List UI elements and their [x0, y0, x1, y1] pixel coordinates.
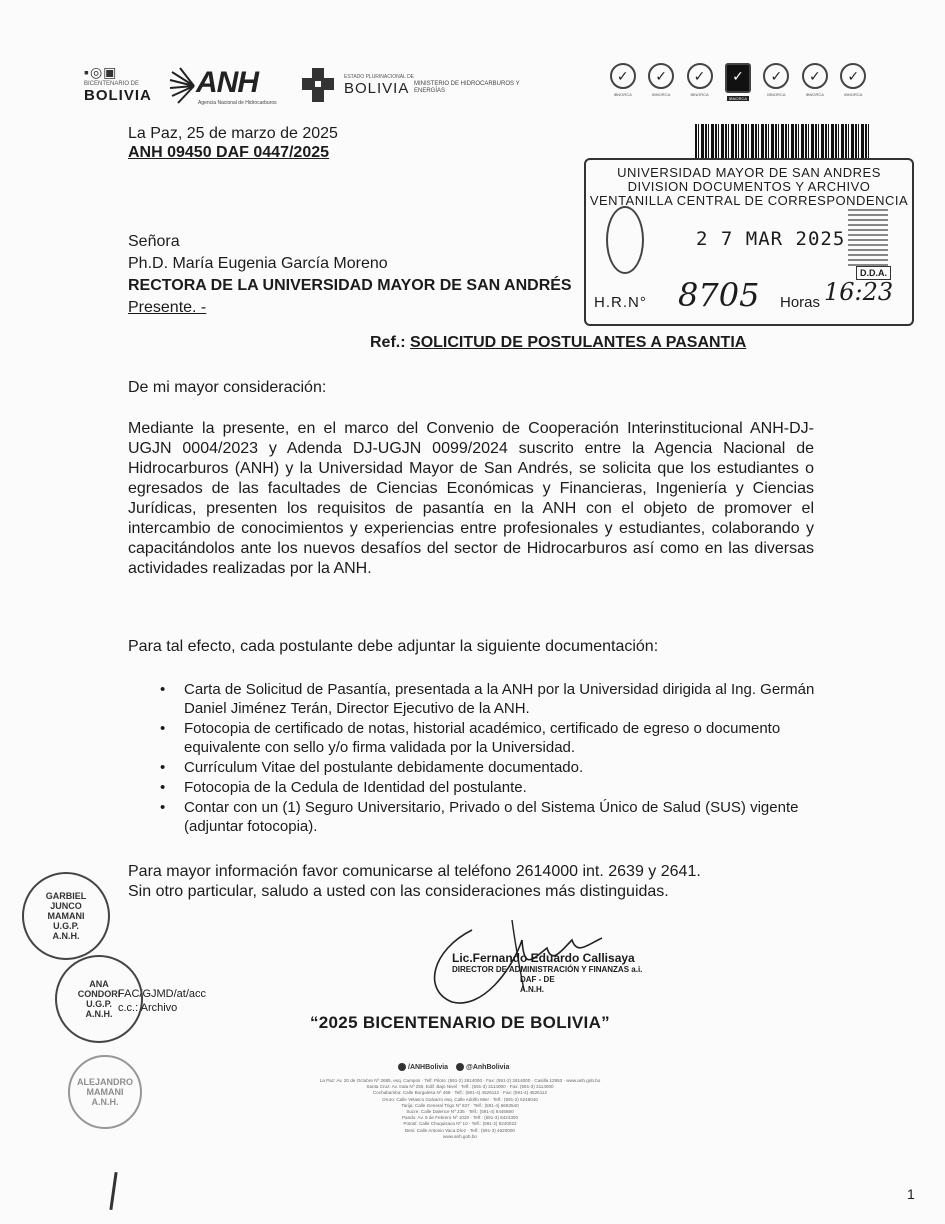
- footer-address-line: La Paz: Av. 20 de Octubre Nº 2685, esq. Campos · Telf. Piloto: (591-2) 2614000 · Fax: (591-2) 2614000 · Casilla 12953 · www.anh.gob.bo: [319, 1078, 601, 1083]
- closing-regards: Sin otro particular, saludo a usted con las consideraciones más distinguidas.: [128, 883, 669, 900]
- round-stamp-line: A.N.H.: [91, 1097, 119, 1107]
- ministry-logo: [298, 66, 528, 106]
- round-stamp-line: MAMANI: [47, 911, 85, 921]
- facebook-link[interactable]: [398, 1063, 448, 1071]
- social-links: [398, 1063, 515, 1071]
- initials: FAC/GJMD/at/acc: [118, 988, 207, 1000]
- page-number: 1: [907, 1186, 915, 1202]
- facebook-icon: [398, 1063, 406, 1071]
- round-stamp-line: A.N.H.: [52, 931, 80, 941]
- certification-label: IBNORCA: [844, 92, 863, 97]
- addressee-position: RECTORA DE LA UNIVERSIDAD MAYOR DE SAN ANDRÉS: [128, 277, 572, 294]
- twitter-icon: [456, 1063, 464, 1071]
- round-stamp: [55, 955, 143, 1043]
- closing-block: [128, 862, 701, 902]
- round-stamp-line: JUNCO: [50, 901, 82, 911]
- bicentenario-logo: [84, 64, 159, 114]
- footer-address-line: www.anh.gob.bo: [443, 1133, 477, 1139]
- round-stamp-line: GARBIEL: [45, 891, 87, 901]
- twitter-link[interactable]: [456, 1063, 509, 1071]
- certification-label: IBNORCA: [613, 92, 632, 97]
- copy-note: c.c.: Archivo: [118, 1002, 178, 1014]
- footer-address-line: Potosí: Calle Chuquisaca Nº 10 · Telf.: (591-2) 6240022: [403, 1121, 517, 1127]
- signer-name: Lic.Fernando Eduardo Callisaya: [452, 951, 635, 965]
- footer-address-line: Pando: Av. 9 de Febrero Nº 1020 · Telf.: (591-3) 8424300: [401, 1115, 519, 1121]
- reference-label: Ref.:: [370, 334, 406, 351]
- signature-block: [452, 952, 672, 995]
- certification-label: IBNORCA: [652, 92, 671, 97]
- certification-label: IBNORCA: [728, 96, 748, 101]
- list-item: • Contar con un (1) Seguro Universitario, Privado o del Sistema Único de Salud (SUS) vigente (adjuntar fotocopia).: [160, 798, 820, 836]
- paragraph-2: Para tal efecto, cada postulante debe adjuntar la siguiente documentación:: [128, 638, 659, 655]
- bicentenario-emblem-icon: ▪◎▣: [84, 64, 118, 80]
- certification-badge: [762, 63, 791, 108]
- round-stamp-line: U.G.P.: [86, 999, 112, 1009]
- twitter-handle: @AnhBolivia: [466, 1063, 510, 1071]
- anh-logo: [168, 64, 280, 112]
- stamp-line-2: DIVISION DOCUMENTOS Y ARCHIVO: [627, 179, 871, 194]
- certification-badges: [608, 63, 868, 108]
- reference-line: [370, 333, 746, 353]
- check-icon: ✓: [648, 63, 674, 89]
- barcode: [695, 124, 871, 160]
- certification-badge: [608, 63, 637, 108]
- stamp-hours-label: Horas: [780, 294, 821, 311]
- round-stamp: [22, 872, 110, 960]
- list-item: • Fotocopia de certificado de notas, historial académico, certificado de egreso o documento equivalente con sello y/o firma validada por la Universidad.: [160, 719, 820, 757]
- check-icon: ✓: [763, 63, 789, 89]
- check-icon: ✓: [840, 63, 866, 89]
- list-item: • Currículum Vitae del postulante debidamente documentado.: [160, 758, 820, 777]
- certification-label: IBNORCA: [767, 92, 786, 97]
- chakana-icon: [298, 66, 338, 106]
- reference-value: SOLICITUD DE POSTULANTES A PASANTIA: [410, 334, 747, 351]
- addressee-block: [128, 231, 668, 319]
- bicentenario-label: BICENTENARIO DE: [84, 81, 140, 87]
- ministry-bolivia-word: BOLIVIA: [344, 80, 410, 97]
- anh-logo-word: ANH: [196, 66, 258, 99]
- stamp-dda: D.D.A.: [856, 266, 891, 280]
- footer-address-line: Sucre: Calle Dalence Nº 235 · Telf.: (591-4) 6446660: [406, 1109, 514, 1115]
- certification-badge: [646, 63, 675, 108]
- certification-label: IBNORCA: [805, 92, 824, 97]
- signer-title: DIRECTOR DE ADMINISTRACIÓN Y FINANZAS a.i.: [452, 965, 643, 974]
- ministry-state-label: ESTADO PLURINACIONAL DE: [344, 74, 415, 80]
- building-icon: [848, 208, 888, 266]
- check-icon: ✓: [802, 63, 828, 89]
- stamp-date: 2 7 MAR 2025: [696, 228, 846, 250]
- round-stamp-line: ALEJANDRO: [76, 1077, 133, 1087]
- requirements-list: [160, 680, 820, 837]
- check-icon: ✓: [687, 63, 713, 89]
- bicentenary-motto: “2025 BICENTENARIO DE BOLIVIA”: [310, 1013, 610, 1032]
- list-item: • Fotocopia de la Cedula de Identidad del postulante.: [160, 778, 820, 797]
- anh-sunburst-icon: [168, 66, 198, 106]
- round-stamp: [68, 1055, 142, 1129]
- signer-org: A.N.H.: [520, 985, 544, 994]
- footer-address-line: Santa Cruz: Av. Irala Nº 250, Edif. Bajo Nivel · Telf.: (591-3) 3114000 · Fax: (591-3) 3114000: [366, 1084, 554, 1090]
- round-stamp-line: U.G.P.: [53, 921, 79, 931]
- check-icon: ✓: [725, 63, 751, 93]
- certification-badge: [839, 63, 868, 108]
- stamp-hrn-value: 8705: [678, 276, 760, 314]
- ministry-description: MINISTERIO DE HIDROCARBUROS Y ENERGÍAS: [414, 81, 520, 94]
- stamp-line-3: VENTANILLA CENTRAL DE CORRESPONDENCIA: [589, 193, 909, 208]
- stamp-line-1: UNIVERSIDAD MAYOR DE SAN ANDRES: [617, 165, 881, 180]
- footer-address-line: Tarija: Calle General Trigo Nº 827 · Telf.: (591-4) 6663540: [401, 1102, 519, 1108]
- handwritten-mark: [109, 1172, 117, 1210]
- certification-badge: [723, 63, 752, 108]
- round-stamp-line: A.N.H.: [85, 1009, 113, 1019]
- letter-date: La Paz, 25 de marzo de 2025: [128, 125, 338, 142]
- addressee-salutation: Señora: [128, 233, 180, 250]
- certification-badge: [800, 63, 829, 108]
- facebook-handle: /ANHBolivia: [408, 1063, 449, 1071]
- anh-logo-tagline: Agencia Nacional de Hidrocarburos: [198, 100, 277, 106]
- addressee-name: Ph.D. María Eugenia García Moreno: [128, 255, 388, 272]
- round-stamp-line: MAMANI: [86, 1087, 124, 1097]
- stamp-hours-value: 16:23: [824, 278, 894, 306]
- check-icon: ✓: [610, 63, 636, 89]
- round-stamp-line: CONDORI: [77, 989, 121, 999]
- footer-address-line: Beni: Calle Antonio Vaca Díez · Telf.: (591-3) 4620000: [405, 1127, 515, 1133]
- letter-cite: ANH 09450 DAF 0447/2025: [128, 144, 330, 161]
- list-item: • Carta de Solicitud de Pasantía, presentada a la ANH por la Universidad dirigida al Ing. Germán Daniel Jiménez Terán, Director Ejecutivo de la ANH.: [160, 680, 820, 718]
- round-stamp-line: ANA: [89, 979, 109, 989]
- paragraph-1: Mediante la presente, en el marco del Convenio de Cooperación Interinstitucional ANH-DJ-UGJN 0004/2023 y Adenda DJ-UGJN 0099/2024 suscrito entre la Agencia Nacional de Hidrocarburos (ANH) y la Universidad Mayor de San Andrés, se solicita que los estudiantes o egresados de las facultades de Ciencias Económicas y Financieras, Ingeniería y Ciencias Jurídicas, presenten los requisitos de pasantía en la ANH con el objeto de promover el intercambio de conocimientos y experiencias entre profesionales y estudiantes, colaborando y capacitándolos ante los nuevos desafíos del sector de Hidrocarburos así como en las diversas actividades realizadas por la ANH.: [128, 420, 814, 577]
- addressee-present: Presente. -: [128, 299, 207, 316]
- certification-badge: [685, 63, 714, 108]
- closing-contact: Para mayor información favor comunicarse al teléfono 2614000 int. 2639 y 2641.: [128, 863, 701, 880]
- greeting: De mi mayor consideración:: [128, 379, 327, 396]
- footer-addresses: [230, 1078, 690, 1140]
- certification-label: IBNORCA: [690, 92, 709, 97]
- footer-address-line: Oruro: Calle Velasco Galvarro esq. Calle Adolfo Mier · Telf.: (591-2) 5246040: [382, 1096, 538, 1102]
- signer-unit: DAF - DE: [520, 975, 555, 984]
- stamp-hrn-label: H.R.N°: [594, 294, 647, 311]
- bicentenario-bolivia-word: BOLIVIA: [84, 87, 152, 104]
- footer-address-line: Cochabamba: Calle Burgalesa Nº 468 · Telf.: (591-4) 4526112 · Fax: (591-4) 4526112: [372, 1090, 548, 1096]
